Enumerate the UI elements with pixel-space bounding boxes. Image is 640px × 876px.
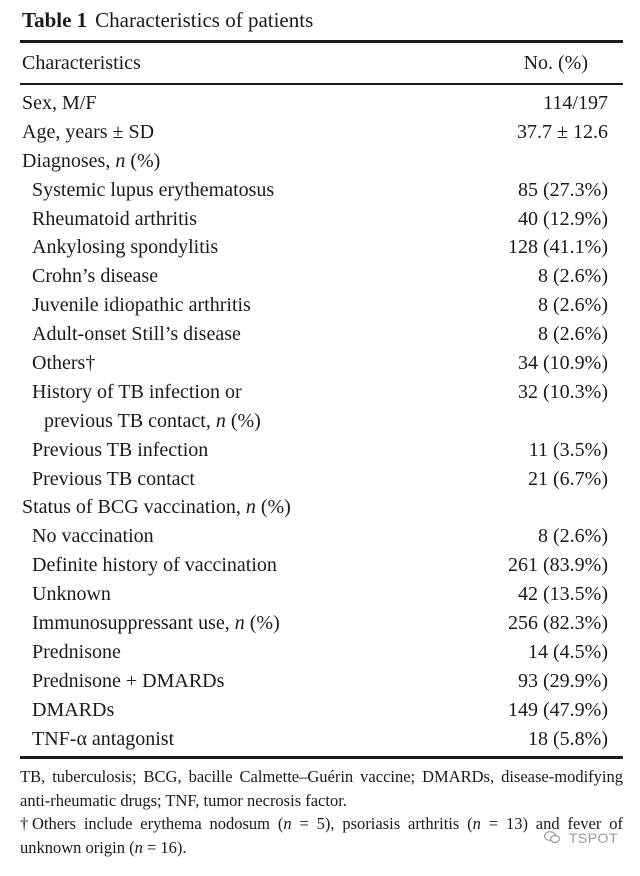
table-row — [20, 291, 620, 320]
table-row — [20, 465, 620, 494]
row-value: 14 (4.5%) — [528, 640, 608, 663]
table-row — [20, 233, 620, 262]
table-row — [20, 407, 620, 436]
row-value: 85 (27.3%) — [518, 178, 608, 201]
row-label: Sex, M/F — [22, 92, 97, 114]
row-value: 42 (13.5%) — [518, 583, 608, 606]
header-characteristics: Characteristics — [22, 52, 141, 74]
row-label: History of TB infection or — [32, 380, 242, 403]
table-bottom-rule — [20, 756, 623, 759]
table-header — [20, 48, 620, 78]
row-value: 261 (83.9%) — [508, 554, 608, 577]
row-label: No vaccination — [32, 525, 154, 548]
watermark — [544, 830, 618, 846]
row-label: Immunosuppressant use, n (%) — [32, 612, 280, 635]
footnote-others: †Others include erythema nodosum (n = 5), psoriasis arthritis (n = 13) and fever of unknown origin (n = 16). — [20, 814, 623, 857]
table-row — [20, 436, 620, 465]
table-row — [20, 205, 620, 234]
table-row — [20, 176, 620, 205]
table-row — [20, 89, 620, 118]
table-row — [20, 493, 620, 522]
footnote-abbreviations: TB, tuberculosis; BCG, bacille Calmette–Guérin vaccine; DMARDs, disease-modifying anti-rheumatic drugs; TNF, tumor necrosis factor. — [20, 767, 623, 810]
row-label: Prednisone + DMARDs — [32, 669, 225, 692]
row-label: Age, years ± SD — [22, 120, 155, 143]
row-label: Crohn’s disease — [32, 265, 159, 288]
row-label: Previous TB contact — [32, 467, 195, 490]
table-body — [20, 89, 620, 753]
table-row — [20, 696, 620, 725]
table-row — [20, 667, 620, 696]
row-value: 114/197 — [543, 92, 608, 114]
row-label: Adult-onset Still’s disease — [32, 323, 241, 346]
row-label: TNF-α antagonist — [32, 727, 175, 750]
table-row — [20, 551, 620, 580]
row-label: Previous TB infection — [32, 438, 209, 461]
row-value: 11 (3.5%) — [528, 438, 608, 461]
row-label: previous TB contact, n (%) — [44, 409, 261, 432]
row-label: Diagnoses, n (%) — [22, 149, 161, 172]
header-no-percent: No. (%) — [523, 52, 588, 74]
row-label: Systemic lupus erythematosus — [32, 178, 275, 201]
table-footnotes — [20, 765, 623, 859]
row-label: Others† — [32, 352, 96, 375]
table-row — [20, 725, 620, 754]
row-value: 149 (47.9%) — [508, 698, 608, 721]
row-label: Juvenile idiopathic arthritis — [32, 294, 251, 317]
table-row — [20, 522, 620, 551]
table-caption-title: Characteristics of patients — [95, 8, 314, 32]
row-label: Definite history of vaccination — [32, 554, 277, 577]
row-label: Status of BCG vaccination, n (%) — [22, 496, 291, 519]
row-value: 128 (41.1%) — [508, 236, 608, 259]
row-label: DMARDs — [32, 698, 115, 721]
row-label: Rheumatoid arthritis — [32, 207, 197, 230]
row-label: Ankylosing spondylitis — [32, 236, 219, 259]
table-row — [20, 118, 620, 147]
table-row — [20, 349, 620, 378]
row-value: 40 (12.9%) — [518, 207, 608, 230]
table-caption — [22, 6, 313, 34]
row-value: 34 (10.9%) — [518, 352, 608, 375]
table-row — [20, 320, 620, 349]
row-value: 93 (29.9%) — [518, 669, 608, 692]
table-row — [20, 638, 620, 667]
row-value: 8 (2.6%) — [538, 265, 608, 288]
row-value: 8 (2.6%) — [538, 525, 608, 548]
row-value: 8 (2.6%) — [538, 294, 608, 317]
row-label: Unknown — [32, 583, 111, 606]
row-label: Prednisone — [32, 640, 121, 663]
wechat-icon — [544, 830, 564, 846]
row-value: 32 (10.3%) — [518, 380, 608, 403]
row-value: 18 (5.8%) — [528, 727, 608, 750]
table-row — [20, 609, 620, 638]
table-caption-label: Table 1 — [22, 8, 88, 32]
table-header-rule — [20, 83, 623, 85]
table-row — [20, 580, 620, 609]
table-top-rule — [20, 40, 623, 43]
row-value: 8 (2.6%) — [538, 323, 608, 346]
row-value: 37.7 ± 12.6 — [517, 120, 608, 143]
table-row — [20, 262, 620, 291]
row-value: 256 (82.3%) — [508, 612, 608, 635]
row-value: 21 (6.7%) — [528, 467, 608, 490]
table-row — [20, 378, 620, 407]
table-row — [20, 147, 620, 176]
watermark-text: TSPOT — [568, 830, 618, 846]
